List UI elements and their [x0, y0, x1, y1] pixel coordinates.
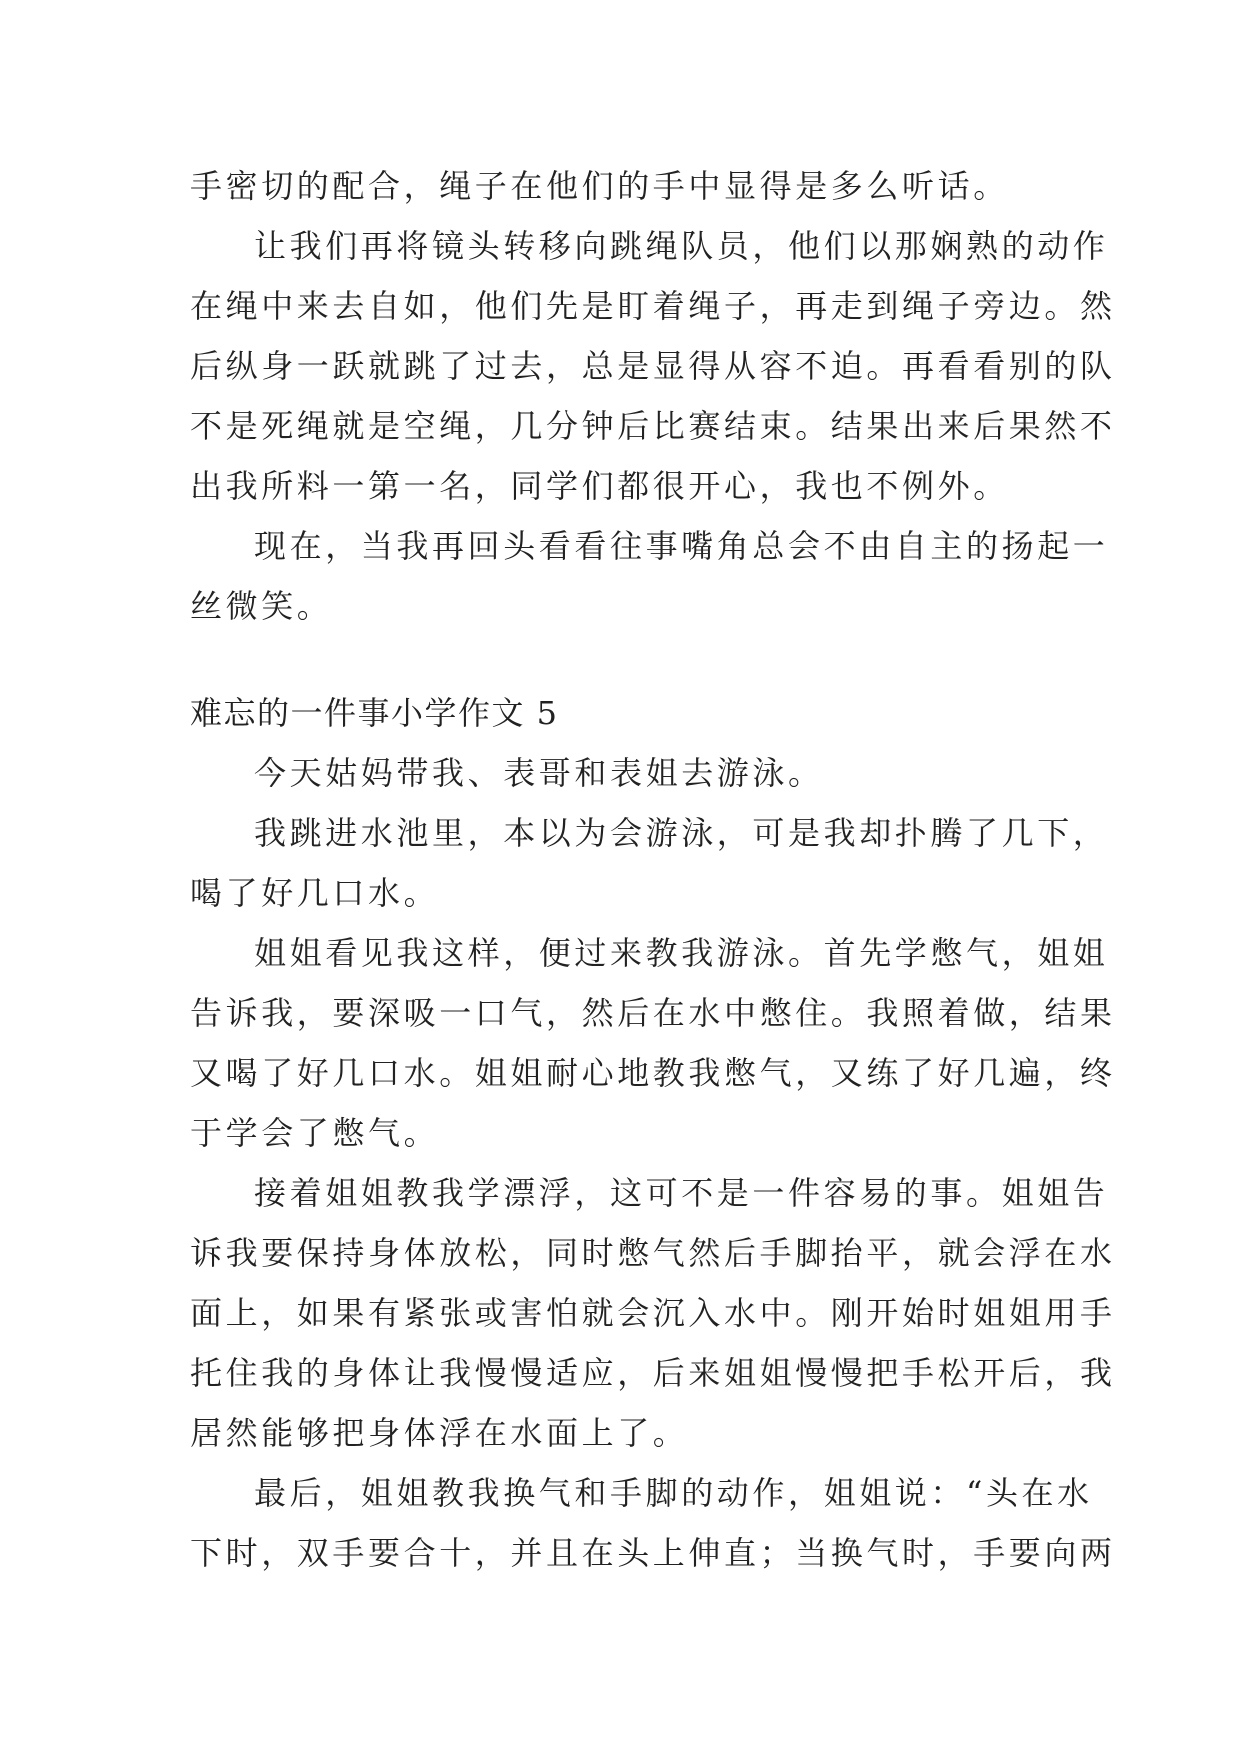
paragraph-line: 手密切的配合，绳子在他们的手中显得是多么听话。 — [190, 167, 1009, 205]
section-title: 难忘的一件事小学作文 5 — [190, 694, 559, 732]
paragraph-line: 于学会了憋气。 — [190, 1114, 440, 1152]
paragraph-line: 诉我要保持身体放松，同时憋气然后手脚抬平，就会浮在水 — [190, 1234, 1116, 1272]
paragraph-line: 下时，双手要合十，并且在头上伸直；当换气时，手要向两 — [190, 1534, 1116, 1572]
paragraph-line: 姐姐看见我这样，便过来教我游泳。首先学憋气，姐姐 — [254, 934, 1109, 972]
paragraph-line: 我跳进水池里，本以为会游泳，可是我却扑腾了几下， — [254, 814, 1109, 852]
paragraph-line: 又喝了好几口水。姐姐耐心地教我憋气，又练了好几遍，终 — [190, 1054, 1116, 1092]
paragraph-line: 告诉我，要深吸一口气，然后在水中憋住。我照着做，结果 — [190, 994, 1116, 1032]
paragraph-line: 让我们再将镜头转移向跳绳队员，他们以那娴熟的动作 — [254, 227, 1109, 265]
paragraph-line: 今天姑妈带我、表哥和表姐去游泳。 — [254, 754, 824, 792]
paragraph-line: 出我所料一第一名，同学们都很开心，我也不例外。 — [190, 467, 1009, 505]
paragraph-line: 居然能够把身体浮在水面上了。 — [190, 1414, 689, 1452]
paragraph-line: 后纵身一跃就跳了过去，总是显得从容不迫。再看看别的队 — [190, 347, 1116, 385]
paragraph-line: 接着姐姐教我学漂浮，这可不是一件容易的事。姐姐告 — [254, 1174, 1109, 1212]
paragraph-line: 丝微笑。 — [190, 587, 333, 625]
paragraph-line: 喝了好几口水。 — [190, 874, 440, 912]
paragraph-line: 不是死绳就是空绳，几分钟后比赛结束。结果出来后果然不 — [190, 407, 1116, 445]
paragraph-line: 托住我的身体让我慢慢适应，后来姐姐慢慢把手松开后，我 — [190, 1354, 1116, 1392]
paragraph-line: 在绳中来去自如，他们先是盯着绳子，再走到绳子旁边。然 — [190, 287, 1116, 325]
paragraph-line: 现在，当我再回头看看往事嘴角总会不由自主的扬起一 — [254, 527, 1109, 565]
paragraph-line: 面上，如果有紧张或害怕就会沉入水中。刚开始时姐姐用手 — [190, 1294, 1116, 1332]
paragraph-line: 最后，姐姐教我换气和手脚的动作，姐姐说：“头在水 — [254, 1474, 1093, 1512]
